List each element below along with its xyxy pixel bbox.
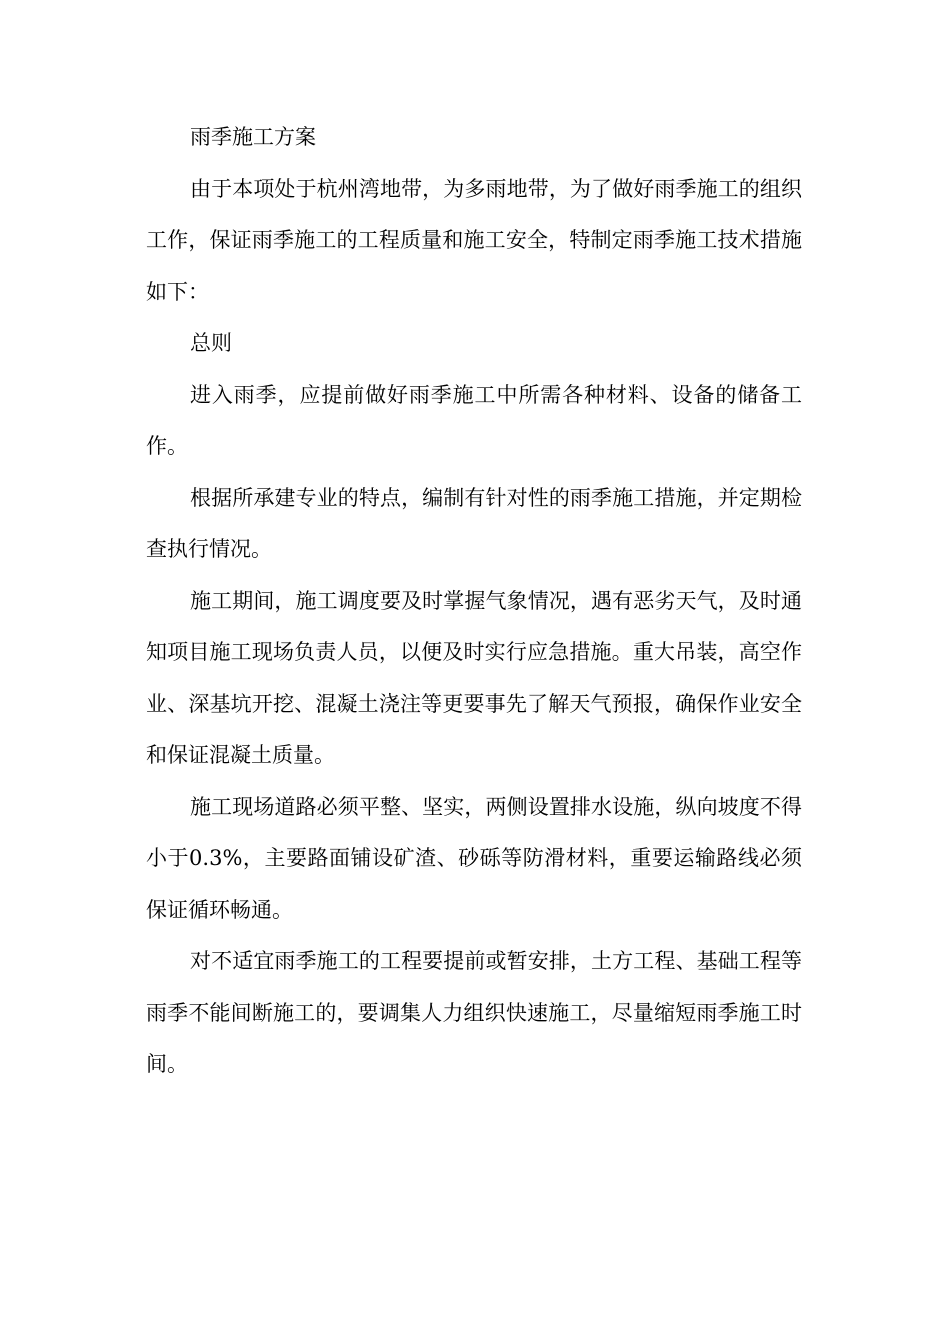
paragraph-construction-measures: 根据所承建专业的特点，编制有针对性的雨季施工措施，并定期检查执行情况。 [146,485,802,561]
paragraph-site-roads: 施工现场道路必须平整、坚实，两侧设置排水设施，纵向坡度不得小于0.3%，主要路面铺设矿渣、砂砾等防滑材料，重要运输路线必须保证循环畅通。 [146,794,802,922]
section-heading-general: 总则 [190,331,232,355]
paragraph-weather-monitoring: 施工期间，施工调度要及时掌握气象情况，遇有恶劣天气，及时通知项目施工现场负责人员，以便及时实行应急措施。重大吊装，高空作业、深基坑开挖、混凝土浇注等更要事先了解天气预报，确保作业安全和保证混凝土质量。 [146,588,802,767]
paragraph-material-preparation: 进入雨季，应提前做好雨季施工中所需各种材料、设备的储备工作。 [146,382,802,458]
document-title: 雨季施工方案 [190,125,316,149]
paragraph-scheduling: 对不适宜雨季施工的工程要提前或暂安排，土方工程、基础工程等雨季不能间断施工的，要调集人力组织快速施工，尽量缩短雨季施工时间。 [146,949,802,1076]
paragraph-intro: 由于本项处于杭州湾地带，为多雨地带，为了做好雨季施工的组织工作，保证雨季施工的工程质量和施工安全，特制定雨季施工技术措施如下： [146,176,802,304]
document-page [146,112,802,1091]
